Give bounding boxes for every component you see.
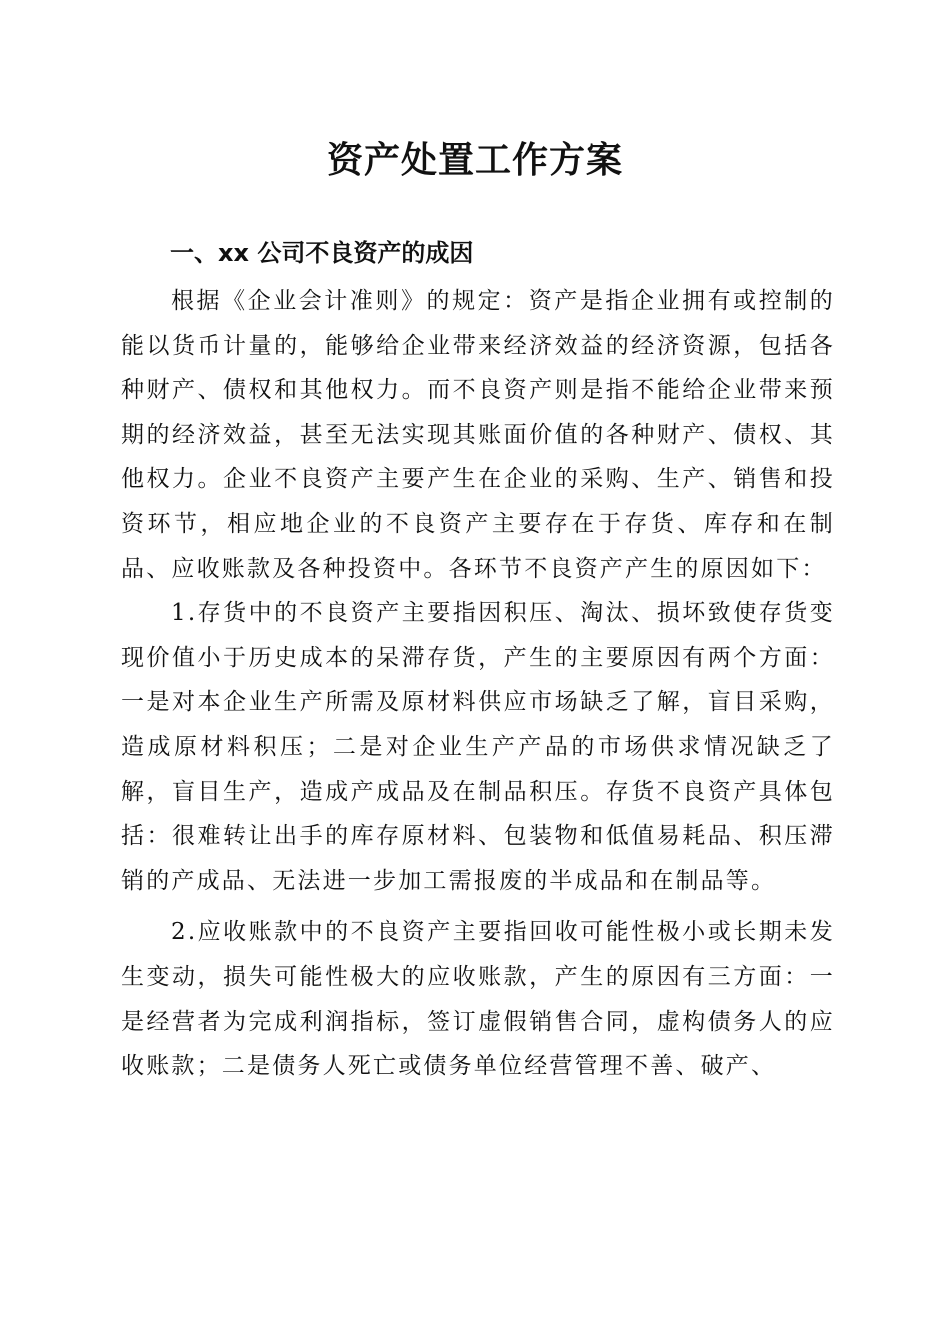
paragraph-inventory: 1.存货中的不良资产主要指因积压、淘汰、损坏致使存货变现价值小于历史成本的呆滞存货，产生的主要原因有两个方面：一是对本企业生产所需及原材料供应市场缺乏了解，盲目采购，造成原材料积压；二是对企业生产产品的市场供求情况缺乏了解，盲目生产，造成产成品及在制品积压。存货不良资产具体包括：很难转让出手的库存原材料、包装物和低值易耗品、积压滞销的产成品、无法进一步加工需报废的半成品和在制品等。 [121,600,835,894]
paragraph-receivables: 2.应收账款中的不良资产主要指回收可能性极小或长期未发生变动，损失可能性极大的应收账款，产生的原因有三方面：一是经营者为完成利润指标，签订虚假销售合同，虚构债务人的应收账款；二是债务人死亡或债务单位经营管理不善、破产、 [121,919,835,1080]
paragraph-definition: 根据《企业会计准则》的规定：资产是指企业拥有或控制的能以货币计量的，能够给企业带来经济效益的经济资源，包括各种财产、债权和其他权力。而不良资产则是指不能给企业带来预期的经济效益，甚至无法实现其账面价值的各种财产、债权、其他权力。企业不良资产主要产生在企业的采购、生产、销售和投资环节，相应地企业的不良资产主要存在于存货、库存和在制品、应收账款及各种投资中。各环节不良资产产生的原因如下： [121,288,835,582]
document-title: 资产处置工作方案 [326,139,623,181]
section-heading: 一、xx 公司不良资产的成因 [170,239,474,267]
document-body [121,233,835,1089]
